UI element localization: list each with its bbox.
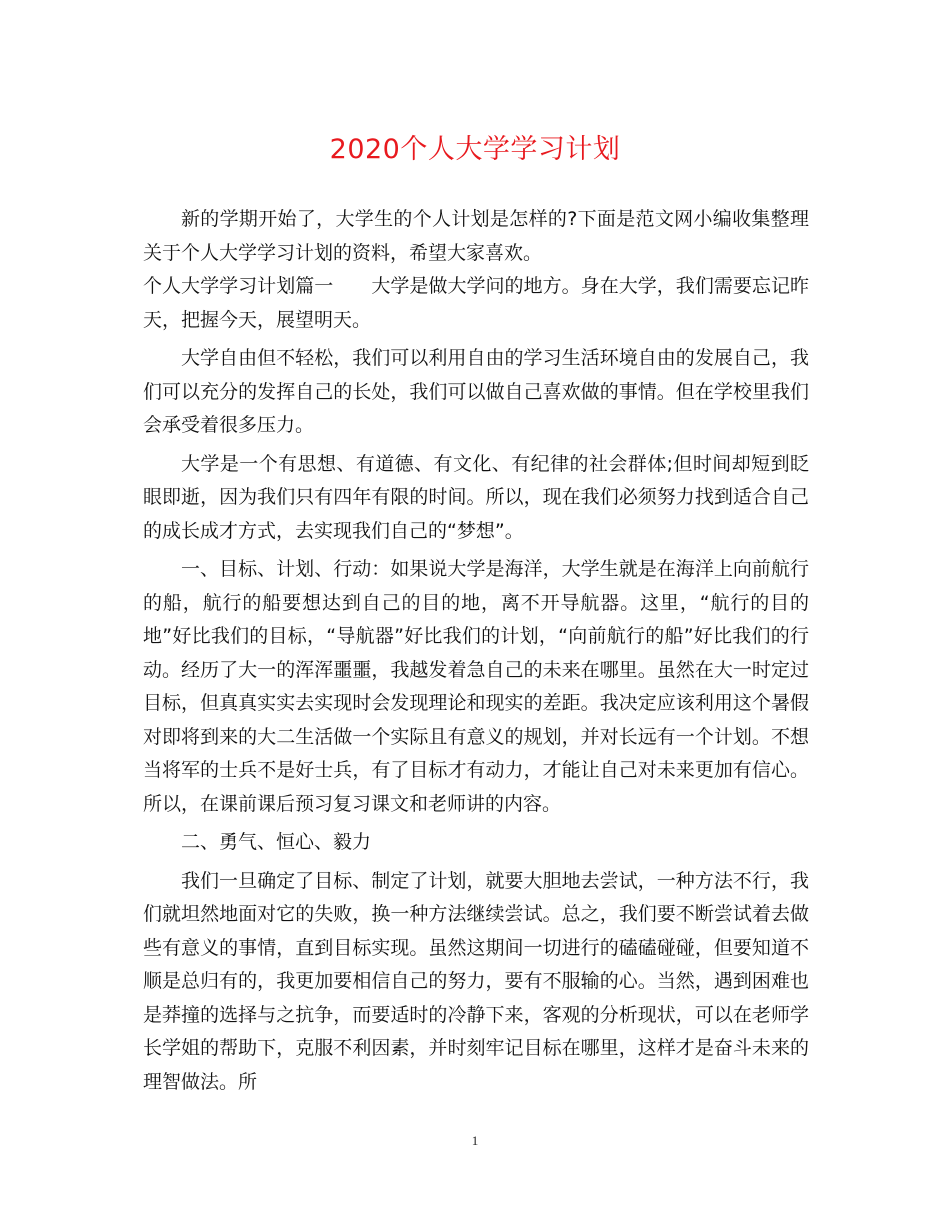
document-title: 2020个人大学学习计划	[329, 134, 621, 165]
intro-paragraph: 新的学期开始了，大学生的个人计划是怎样的?下面是范文网小编收集整理关于个人大学学习计划的资料，希望大家喜欢。	[143, 208, 809, 264]
body-paragraph: 大学自由但不轻松，我们可以利用自由的学习生活环境自由的发展自己，我们可以充分的发挥自己的长处，我们可以做自己喜欢做的事情。但在学校里我们会承受着很多压力。	[143, 347, 809, 436]
body-paragraph: 我们一旦确定了目标、制定了计划，就要大胆地去尝试，一种方法不行，我们就坦然地面对它的失败，换一种方法继续尝试。总之，我们要不断尝试着去做些有意义的事情，直到目标实现。虽然这期间一切进行的磕磕碰碰，但要知道不顺是总归有的，我更加要相信自己的努力，要有不服输的心。当然，遇到困难也是莽撞的选择与之抗争，而要适时的冷静下来，客观的分析现状，可以在老师学长学姐的帮助下，克服不利因素，并时刻牢记目标在哪里，这样才是奋斗未来的理智做法。所	[143, 869, 809, 1093]
section-heading-paragraph: 个人大学学习计划篇一 大学是做大学问的地方。身在大学，我们需要忘记昨天，把握今天，展望明天。	[143, 275, 809, 331]
document-body	[143, 203, 809, 1099]
body-paragraph: 一、目标、计划、行动：如果说大学是海洋，大学生就是在海洋上向前航行的船，航行的船要想达到自己的目的地，离不开导航器。这里，“航行的目的地”好比我们的目标，“导航器”好比我们的计划，“向前航行的船”好比我们的行动。经历了大一的浑浑噩噩，我越发着急自己的未来在哪里。虽然在大一时定过目标，但真真实实去实现时会发现理论和现实的差距。我决定应该利用这个暑假对即将到来的大二生活做一个实际且有意义的规划，并对长远有一个计划。不想当将军的士兵不是好士兵，有了目标才有动力，才能让自己对未来更加有信心。所以，在课前课后预习复习课文和老师讲的内容。	[143, 558, 809, 815]
page-number: 1	[471, 1133, 479, 1148]
body-paragraph: 大学是一个有思想、有道德、有文化、有纪律的社会群体;但时间却短到眨眼即逝，因为我们只有四年有限的时间。所以，现在我们必须努力找到适合自己的成长成才方式，去实现我们自己的“梦想”。	[143, 452, 809, 542]
subheading-paragraph: 二、勇气、恒心、毅力	[181, 831, 372, 853]
